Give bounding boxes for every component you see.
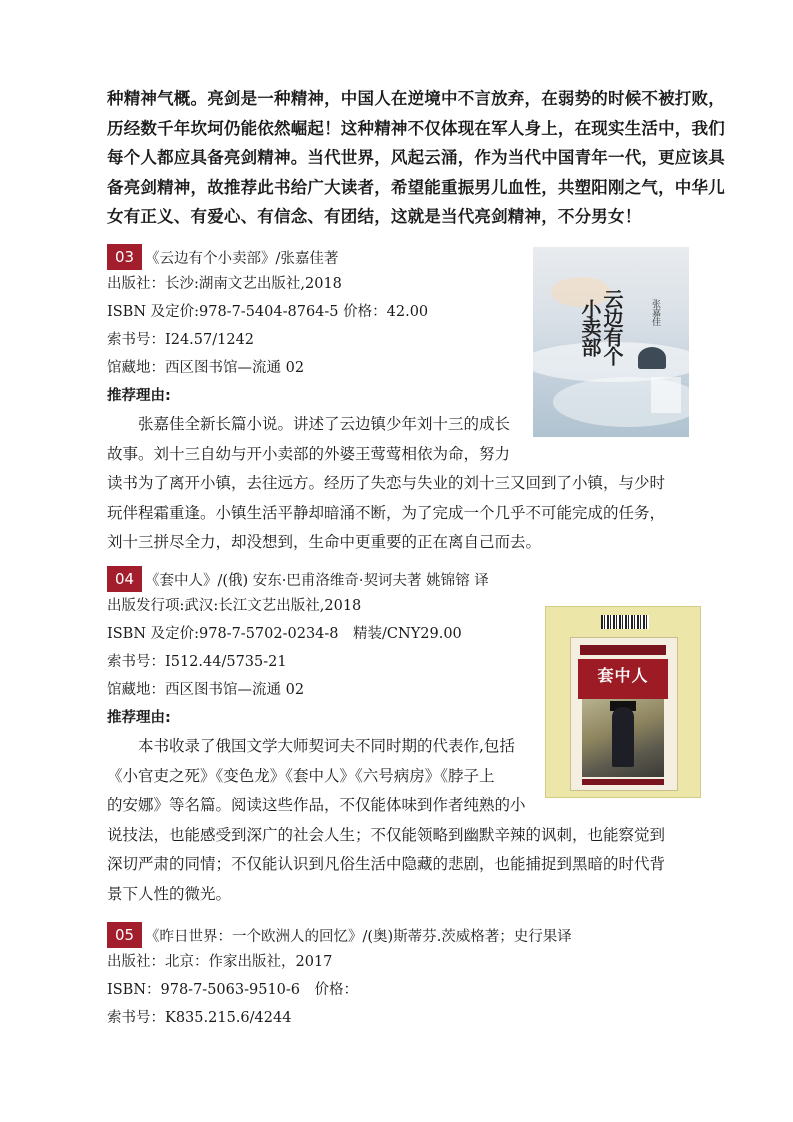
book-cover-image (533, 247, 689, 437)
text-line: 种精神气概。亮剑是一种精神，中国人在逆境中不言放弃，在弱势的时候不被打败， (107, 89, 725, 108)
text-line: 历经数千年坎坷仍能依然崛起！这种精神不仅体现在军人身上，在现实生活中，我们 (107, 118, 725, 138)
call-number: 索书号：I24.57/1242 (107, 332, 255, 348)
text-line: 女有正义、有爱心、有信念、有团结，这就是当代亮剑精神，不分男女！ (107, 207, 642, 226)
isbn-price: ISBN 及定价:978-7-5404-8764-5 价格：42.00 (107, 304, 429, 320)
text-line: 《小官吏之死》《变色龙》《套中人》《六号病房》《脖子上 (107, 766, 495, 785)
barcode-icon (601, 615, 649, 629)
reason-heading: 推荐理由: (107, 388, 171, 404)
cover-decoration (580, 645, 666, 655)
cover-author: 张嘉佳 (650, 299, 660, 326)
book-title-row (107, 566, 707, 592)
entry-number-badge: 03 (107, 244, 142, 270)
book-title: 《套中人》/(俄) 安东·巴甫洛维奇·契诃夫著 姚锦镕 译 (145, 572, 489, 589)
text-line: 故事。刘十三自幼与开小卖部的外婆王莺莺相依为命，努力 (107, 444, 511, 463)
cover-title: 小卖部 (578, 299, 602, 356)
cover-decoration (612, 707, 634, 767)
book-entry-05 (107, 922, 707, 1032)
publisher: 出版社：长沙:湖南文艺出版社,2018 (107, 276, 342, 292)
book-cover-image (545, 606, 701, 798)
cover-decoration (582, 779, 664, 785)
book-title: 《昨日世界：一个欧洲人的回忆》/(奥)斯蒂芬.茨威格著；史行果译 (145, 928, 572, 945)
isbn-price: ISBN 及定价:978-7-5702-0234-8 精装/CNY29.00 (107, 626, 462, 642)
book-title-row (107, 922, 707, 948)
text-line: 读书为了离开小镇，去往远方。经历了失恋与失业的刘十三又回到了小镇，与少时 (107, 474, 666, 492)
text-line: 张嘉佳全新长篇小说。讲述了云边镇少年刘十三的成长 (107, 415, 511, 433)
text-line: 刘十三拼尽全力，却没想到，生命中更重要的正在离自己而去。 (107, 533, 542, 551)
text-line: 每个人都应具备亮剑精神。当代世界，风起云涌，作为当代中国青年一代，更应该具 (107, 148, 725, 167)
publisher: 出版发行项:武汉:长江文艺出版社,2018 (107, 598, 362, 614)
text-line: 景下人性的微光。 (107, 884, 232, 903)
text-line: 的安娜》等名篇。阅读这些作品，不仅能体味到作者纯熟的小 (107, 796, 526, 814)
intro-paragraph (107, 84, 725, 232)
location: 馆藏地：西区图书馆—流通 02 (107, 360, 305, 376)
call-number: 索书号：K835.215.6/4244 (107, 1010, 292, 1026)
text-line: 玩伴程霜重逢。小镇生活平静却暗涌不断，为了完成一个几乎不可能完成的任务， (107, 503, 666, 522)
text-line: 备亮剑精神，故推荐此书给广大读者，希望能重振男儿血性，共塑阳刚之气，中华儿 (107, 177, 725, 197)
reason-heading: 推荐理由: (107, 710, 171, 726)
text-line: 本书收录了俄国文学大师契诃夫不同时期的代表作,包括 (107, 737, 515, 755)
book-title: 《云边有个小卖部》/张嘉佳著 (145, 250, 339, 267)
entry-number-badge: 05 (107, 922, 142, 948)
call-number: 索书号：I512.44/5735-21 (107, 654, 287, 670)
cover-title: 套中人 (597, 666, 649, 685)
cover-decoration (651, 377, 681, 413)
publisher: 出版社：北京：作家出版社，2017 (107, 954, 333, 970)
text-line: 深切严肃的同情；不仅能认识到凡俗生活中隐藏的悲剧，也能捕捉到黑暗的时代背 (107, 855, 666, 873)
text-line: 说技法，也能感受到深广的社会人生；不仅能领略到幽默辛辣的讽刺，也能察觉到 (107, 825, 666, 844)
location: 馆藏地：西区图书馆—流通 02 (107, 682, 305, 698)
isbn-price: ISBN：978-7-5063-9510-6 价格： (107, 982, 359, 998)
cover-title: 云边有个 (600, 289, 624, 365)
entry-number-badge: 04 (107, 566, 142, 592)
cover-decoration (638, 347, 666, 369)
